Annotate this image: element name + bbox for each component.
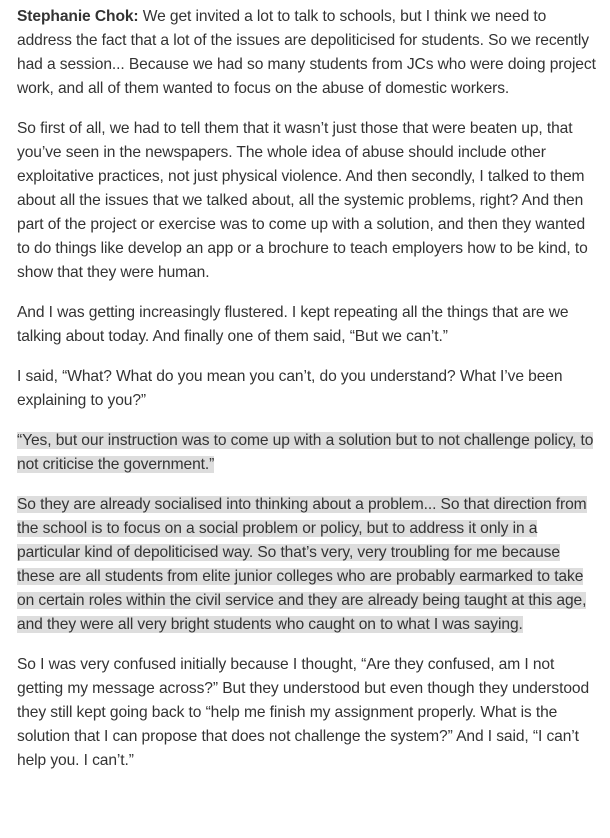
paragraph <box>17 117 599 285</box>
highlighted-text[interactable]: “Yes, but our instruction was to come up with a solution but to not challenge policy, to not criticise the government.” <box>17 432 594 473</box>
paragraph <box>17 301 599 349</box>
paragraph-text: So I was very confused initially because I thought, “Are they confused, am I not getting my message across?” But they understood but even though they understood they still kept going back to “help me finish my assignment properly. What is the solution that I can propose that does not challenge the system?” And I said, “I can’t help you. I can’t.” <box>17 656 590 769</box>
paragraph <box>17 653 599 773</box>
paragraph-text: So first of all, we had to tell them that it wasn’t just those that were beaten up, that you’ve seen in the newspapers. The whole idea of abuse should include other exploitative practices, not just physical violence. And then secondly, I talked to them about all the issues that we talked about, all the systemic problems, right? And then part of the project or exercise was to come up with a solution, and then they wanted to do things like develop an app or a brochure to teach employers how to be kind, to show that they were human. <box>17 120 588 281</box>
highlighted-text[interactable]: So they are already socialised into thinking about a problem... So that direction from the school is to focus on a social problem or policy, but to address it only in a particular kind of depoliticised way. So that’s very, very troubling for me because these are all students from elite junior colleges who are probably earmarked to take on certain roles within the civil service and they are already being taught at this age, and they were all very bright students who caught on to what I was saying. <box>17 496 587 633</box>
highlighted-quote-paragraph <box>17 429 599 477</box>
paragraph-text: We get invited a lot to talk to schools, but I think we need to address the fact that a lot of the issues are depoliticised for students. So we recently had a session... Because we had so many students from JCs who were doing project work, and all of them wanted to focus on the abuse of domestic workers. <box>17 8 596 97</box>
paragraph-text: I said, “What? What do you mean you can’t, do you understand? What I’ve been explaining to you?” <box>17 368 563 409</box>
article-body <box>17 5 599 789</box>
highlighted-paragraph <box>17 493 599 637</box>
speaker-name: Stephanie Chok: <box>17 8 139 25</box>
paragraph-intro <box>17 5 599 101</box>
paragraph-text: And I was getting increasingly flustered. I kept repeating all the things that are we talking about today. And finally one of them said, “But we can’t.” <box>17 304 569 345</box>
paragraph <box>17 365 599 413</box>
